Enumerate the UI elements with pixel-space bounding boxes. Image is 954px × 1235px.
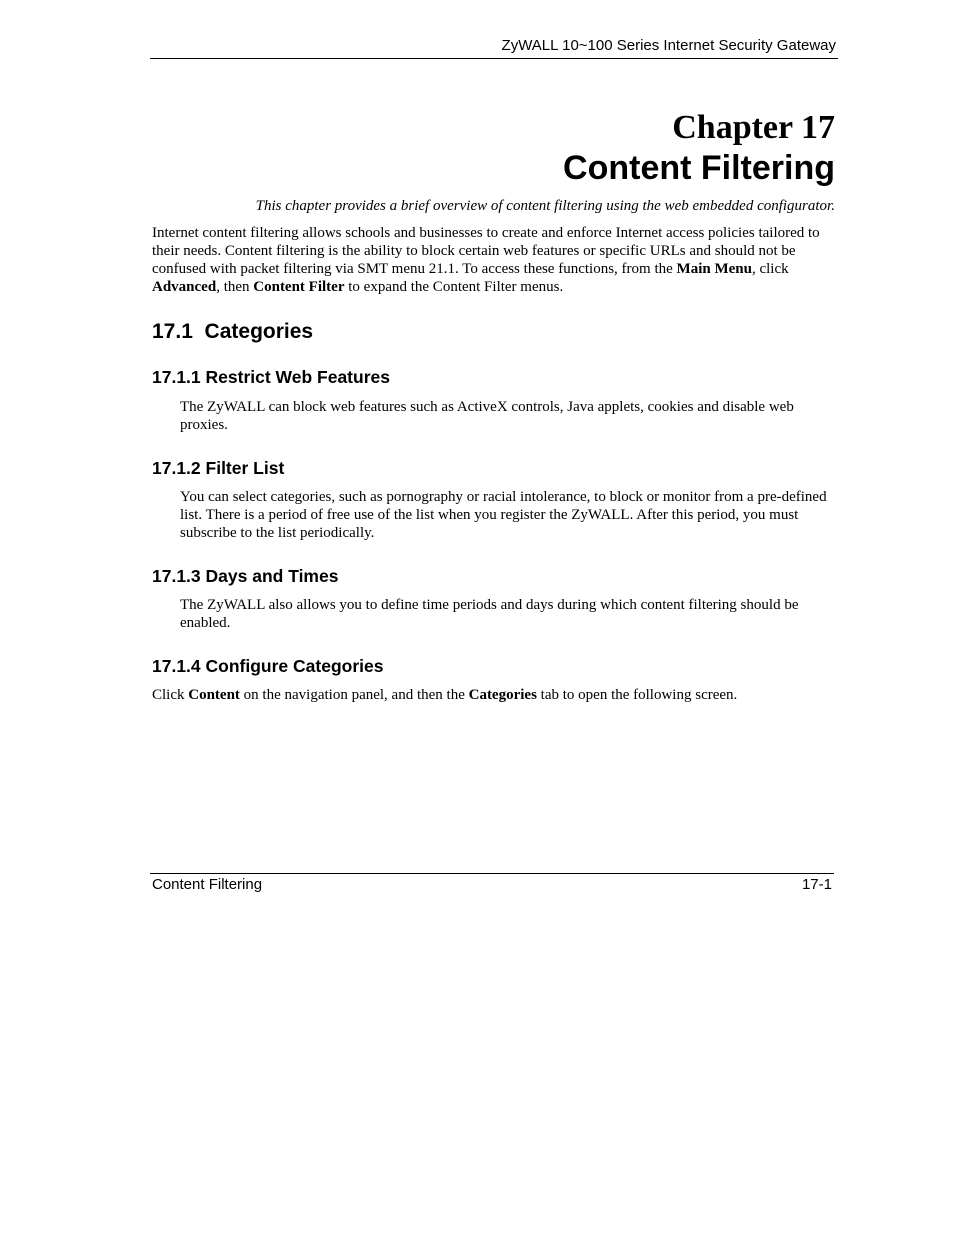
footer-page-number: 17-1 bbox=[801, 876, 832, 893]
running-footer bbox=[150, 873, 834, 895]
configure-bold-categories: Categories bbox=[468, 687, 537, 703]
intro-bold-main-menu: Main Menu bbox=[676, 261, 752, 277]
configure-text-1: Click bbox=[152, 687, 189, 703]
configure-bold-content: Content bbox=[188, 687, 240, 703]
section-heading bbox=[152, 318, 313, 346]
section-number: 17.1 bbox=[152, 320, 193, 343]
intro-text-1: Internet content filtering allows schools and businesses to create and enforce Internet access policies tailored to their needs. Content filtering is the ability to block certain web features or specific URLs and should not be confused with packet filtering via SMT menu 21.1. To access these functions, from the bbox=[152, 225, 820, 277]
subsection-body-filter-list: You can select categories, such as pornography or racial intolerance, to block or monitor from a pre-defined list. There is a period of free use of the list when you register the ZyWALL. After this period, you must subscribe to the list periodically. bbox=[180, 489, 827, 541]
footer-chapter-name: Content Filtering bbox=[152, 876, 263, 893]
subsection-body-restrict-web-features: The ZyWALL can block web features such as ActiveX controls, Java applets, cookies and disable web proxies. bbox=[180, 399, 794, 433]
chapter-title: Content Filtering bbox=[563, 149, 835, 187]
chapter-summary: This chapter provides a brief overview of content filtering using the web embedded configurator. bbox=[255, 198, 835, 214]
subsection-body-configure-categories bbox=[152, 686, 836, 704]
subsection-heading-days-and-times: 17.1.3 Days and Times bbox=[152, 566, 339, 586]
configure-text-2: on the navigation panel, and then the bbox=[239, 687, 469, 703]
intro-paragraph bbox=[152, 224, 836, 296]
subsection-heading-filter-list: 17.1.2 Filter List bbox=[152, 458, 285, 478]
intro-bold-advanced: Advanced bbox=[152, 279, 217, 295]
intro-text-2: , click bbox=[751, 261, 789, 277]
subsection-body-days-and-times: The ZyWALL also allows you to define time periods and days during which content filtering should be enabled. bbox=[180, 597, 799, 631]
running-header-title: ZyWALL 10~100 Series Internet Security Gateway bbox=[501, 37, 836, 54]
intro-text-4: to expand the Content Filter menus. bbox=[344, 279, 564, 295]
subsection-heading-configure-categories: 17.1.4 Configure Categories bbox=[152, 656, 384, 676]
section-title: Categories bbox=[204, 320, 314, 343]
intro-bold-content-filter: Content Filter bbox=[253, 279, 345, 295]
intro-text-3: , then bbox=[216, 279, 254, 295]
chapter-number: Chapter 17 bbox=[672, 109, 835, 146]
configure-text-3: tab to open the following screen. bbox=[536, 687, 738, 703]
subsection-heading-restrict-web-features: 17.1.1 Restrict Web Features bbox=[152, 367, 390, 387]
running-header bbox=[150, 36, 838, 59]
